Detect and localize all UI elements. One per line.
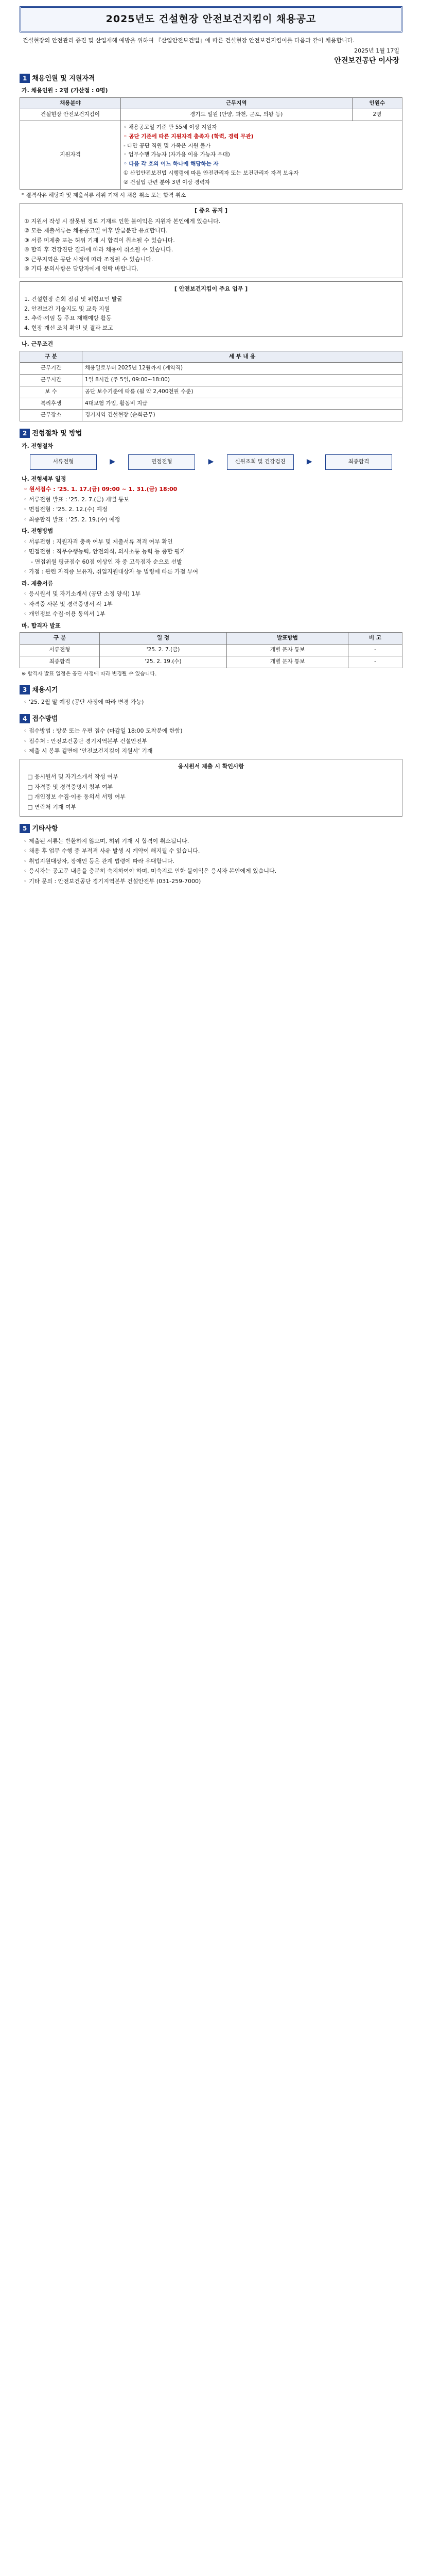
section-label: 채용인원 및 지원자격 <box>32 74 95 82</box>
table-row <box>20 398 402 410</box>
table-cell: 근무기간 <box>20 363 82 375</box>
table-header: 발표방법 <box>227 633 348 645</box>
box-item: ③ 서류 미제출 또는 허위 기재 시 합격이 취소될 수 있습니다. <box>24 236 175 244</box>
process-step: 면접전형 <box>128 454 195 470</box>
application-list <box>20 727 402 756</box>
table-header: 세 부 내 용 <box>82 351 402 363</box>
list-item: ◦ 면접전형 : 직무수행능력, 안전의식, 의사소통 능력 등 종합 평가 <box>24 548 186 555</box>
list-item: ◦ 기타 문의 : 안전보건공단 경기지역본부 건설안전부 (031-259-7000) <box>24 877 201 885</box>
box-title: [ 중요 공지 ] <box>194 207 228 214</box>
section-number: 4 <box>20 714 30 723</box>
process-step: 신원조회 및 건강검진 <box>227 454 294 470</box>
table-cell: 1일 8시간 (주 5일, 09:00~18:00) <box>82 375 402 386</box>
section-3-title <box>20 685 402 696</box>
table-row <box>20 410 402 421</box>
arrow-right-icon: ▶ <box>208 457 214 466</box>
table-header: 채용분야 <box>20 97 121 109</box>
section-label: 기타사항 <box>32 825 58 833</box>
table-header: 구 분 <box>20 633 100 645</box>
qualification-item: ② 건설업 관련 분야 3년 이상 경력자 <box>124 179 210 185</box>
section-number: 5 <box>20 824 30 833</box>
table-header: 근무지역 <box>121 97 353 109</box>
result-table <box>20 632 402 668</box>
list-item: ◦ 취업지원대상자, 장애인 등은 관계 법령에 따라 우대합니다. <box>24 857 174 865</box>
section-label: 전형절차 및 방법 <box>32 430 82 437</box>
section-number: 1 <box>20 74 30 83</box>
table-row <box>20 656 402 668</box>
misc-list <box>20 837 402 886</box>
list-item: ◦ 접수처 : 안전보건공단 경기지역본부 건설안전부 <box>24 737 148 744</box>
table-cell: 보 수 <box>20 386 82 398</box>
section-label: 접수방법 <box>32 715 58 723</box>
method-list <box>20 538 402 577</box>
duty-box <box>20 281 402 337</box>
list-item: ◦ 최종합격 발표 : '25. 2. 19.(수) 예정 <box>24 516 120 523</box>
table-row <box>20 645 402 656</box>
section-5-title <box>20 824 402 834</box>
section-1-title <box>20 74 402 84</box>
qualification-item: ◦ 업무수행 가능자 (자가용 이용 가능자 우대) <box>124 151 230 158</box>
checklist-item: □ 개인정보 수집·이용 동의서 서명 여부 <box>27 793 126 800</box>
intro-text: 건설현장의 안전관리 증진 및 산업재해 예방을 위하여 『산업안전보건법』에 따른 건설현장 안전보건지킴이를 다음과 같이 채용합니다. <box>23 37 355 44</box>
qualification-item: ◦ 다음 각 호의 어느 하나에 해당하는 자 <box>124 161 219 167</box>
notice-date: 2025년 1월 17일 <box>354 47 399 54</box>
table-cell: 개별 문자 통보 <box>227 645 348 656</box>
list-item: ◦ 서류전형 발표 : '25. 2. 7.(금) 개별 통보 <box>24 496 130 503</box>
box-item: 2. 안전보건 기술지도 및 교육 지원 <box>24 305 110 312</box>
qualification-note: * 결격사유 해당자 및 제출서류 허위 기재 시 채용 취소 또는 합격 취소 <box>22 192 186 199</box>
table-cell: - <box>348 645 402 656</box>
list-item: ◦ '25. 2월 말 예정 (공단 사정에 따라 변경 가능) <box>24 699 144 705</box>
table-cell: 2명 <box>352 109 402 121</box>
table-row <box>20 363 402 375</box>
list-item: ◦ 서류전형 : 지원자격 충족 여부 및 제출서류 적격 여부 확인 <box>24 538 173 545</box>
recruitment-notice <box>0 0 422 886</box>
checklist-box <box>20 759 402 817</box>
table-header: 구 분 <box>20 351 82 363</box>
process-flow <box>30 454 392 470</box>
result-footnote: ※ 합격자 발표 일정은 공단 사정에 따라 변경될 수 있습니다. <box>22 671 157 677</box>
table-header: 일 정 <box>99 633 226 645</box>
qualification-item: ◦ 채용공고일 기준 만 55세 이상 지원자 <box>124 124 217 130</box>
sub-title: 마. 합격자 발표 <box>22 622 61 629</box>
issuing-org: 안전보건공단 이사장 <box>334 56 399 65</box>
sub-title: 나. 전형세부 일정 <box>22 475 66 482</box>
table-cell: 개별 문자 통보 <box>227 656 348 668</box>
box-item: ② 모든 제출서류는 채용공고일 이후 발급분만 유효합니다. <box>24 227 168 234</box>
list-item: ◦ 응시원서 및 자기소개서 (공단 소정 양식) 1부 <box>24 590 141 598</box>
table-cell: 경기지역 건설현장 (순회근무) <box>82 410 402 421</box>
table-cell: 채용일로부터 2025년 12월까지 (계약직) <box>82 363 402 375</box>
sub-title: 나. 근무조건 <box>22 341 54 347</box>
sub-title: 다. 전형방법 <box>22 528 54 535</box>
table-cell: '25. 2. 7.(금) <box>99 645 226 656</box>
table-cell: '25. 2. 19.(수) <box>99 656 226 668</box>
table-cell: - <box>348 656 402 668</box>
box-title: [ 안전보건지킴이 주요 업무 ] <box>174 285 248 292</box>
box-item: 3. 추락·끼임 등 주요 재해예방 활동 <box>24 315 112 321</box>
table-cell: 공단 보수기준에 따름 (월 약 2,400천원 수준) <box>82 386 402 398</box>
box-item: ① 지원서 작성 시 잘못된 정보 기재로 인한 불이익은 지원자 본인에게 있습니다. <box>24 217 221 225</box>
list-item: ◦ 가점 : 관련 자격증 보유자, 취업지원대상자 등 법령에 따른 가점 부여 <box>24 568 199 575</box>
position-table <box>20 97 402 190</box>
checklist-item: □ 자격증 및 경력증명서 첨부 여부 <box>27 783 113 790</box>
notice-title: 2025년도 건설현장 안전보건지킴이 채용공고 <box>106 13 316 25</box>
sub-title: 라. 제출서류 <box>22 580 54 587</box>
documents-list <box>20 590 402 619</box>
table-header: 인원수 <box>352 97 402 109</box>
conditions-table <box>20 351 402 422</box>
box-title: 응시원서 제출 시 확인사항 <box>178 762 244 770</box>
table-cell: 근무시간 <box>20 375 82 386</box>
box-item: ⑥ 기타 문의사항은 담당자에게 연락 바랍니다. <box>24 265 139 272</box>
arrow-right-icon: ▶ <box>110 457 116 466</box>
table-cell: 최종합격 <box>20 656 100 668</box>
table-cell: 건설현장 안전보건지킴이 <box>20 109 121 121</box>
section-number: 2 <box>20 429 30 438</box>
list-item: ◦ 제출된 서류는 반환하지 않으며, 허위 기재 시 합격이 취소됩니다. <box>24 837 189 844</box>
important-notice-box <box>20 203 402 278</box>
list-item: ◦ 제출 시 봉투 겉면에 ‘안전보건지킴이 지원서’ 기재 <box>24 748 153 754</box>
table-cell: 지원자격 <box>20 121 121 190</box>
list-item: - 면접위원 평균점수 60점 이상인 자 중 고득점자 순으로 선발 <box>31 558 182 565</box>
list-item: ◦ 채용 후 업무 수행 중 부적격 사유 발생 시 계약이 해지될 수 있습니다. <box>24 848 200 854</box>
table-row <box>20 386 402 398</box>
table-row <box>20 109 402 121</box>
list-item: ◦ 개인정보 수집·이용 동의서 1부 <box>24 611 106 618</box>
qualification-item: ① 산업안전보건법 시행령에 따른 안전관리자 또는 보건관리자 자격 보유자 <box>124 170 299 176</box>
table-header: 비 고 <box>348 633 402 645</box>
process-step: 최종합격 <box>325 454 392 470</box>
section-label: 채용시기 <box>32 686 58 694</box>
box-item: ④ 합격 후 건강진단 결과에 따라 채용이 취소될 수 있습니다. <box>24 246 173 253</box>
list-item: ◦ 면접전형 : '25. 2. 12.(수) 예정 <box>24 506 108 513</box>
qualification-item: ◦ 공단 기준에 따른 지원자격 충족자 (학력, 경력 무관) <box>124 133 254 140</box>
box-item: 4. 현장 개선 조치 확인 및 결과 보고 <box>24 324 114 331</box>
table-cell: 4대보험 가입, 활동비 지급 <box>82 398 402 410</box>
title-box <box>20 6 402 32</box>
arrow-right-icon: ▶ <box>306 457 312 466</box>
qualification-cell <box>121 121 402 190</box>
sub-title: 가. 전형절차 <box>22 442 54 449</box>
table-row <box>20 121 402 190</box>
table-cell: 근무장소 <box>20 410 82 421</box>
table-row <box>20 375 402 386</box>
section-number: 3 <box>20 685 30 694</box>
list-item: ◦ 원서접수 : '25. 1. 17.(금) 09:00 ~ 1. 31.(금) 18:00 <box>24 486 178 493</box>
checklist-item: □ 연락처 기재 여부 <box>27 803 77 810</box>
table-cell: 경기도 일원 (안양, 과천, 군포, 의왕 등) <box>121 109 353 121</box>
checklist-item: □ 응시원서 및 자기소개서 작성 여부 <box>27 773 118 780</box>
section-4-title <box>20 714 402 724</box>
list-item: ◦ 접수방법 : 방문 또는 우편 접수 (마감일 18:00 도착분에 한함) <box>24 727 183 734</box>
table-cell: 복리후생 <box>20 398 82 410</box>
process-step: 서류전형 <box>30 454 97 470</box>
qualification-item: - 다만 공단 직원 및 가족은 지원 불가 <box>124 142 211 149</box>
section-2-title <box>20 429 402 439</box>
list-item: ◦ 자격증 사본 및 경력증명서 각 1부 <box>24 600 113 607</box>
list-item: ◦ 응시자는 공고문 내용을 충분히 숙지하여야 하며, 미숙지로 인한 불이익은 응시자 본인에게 있습니다. <box>24 868 277 874</box>
box-item: ⑤ 근무지역은 공단 사정에 따라 조정될 수 있습니다. <box>24 256 153 263</box>
sub-title: 가. 채용인원 : 2명 (가산점 : 0명) <box>22 87 108 94</box>
schedule-list <box>20 485 402 524</box>
hire-timing <box>20 698 402 707</box>
table-cell: 서류전형 <box>20 645 100 656</box>
box-item: 1. 건설현장 순회 점검 및 위험요인 발굴 <box>24 296 122 302</box>
